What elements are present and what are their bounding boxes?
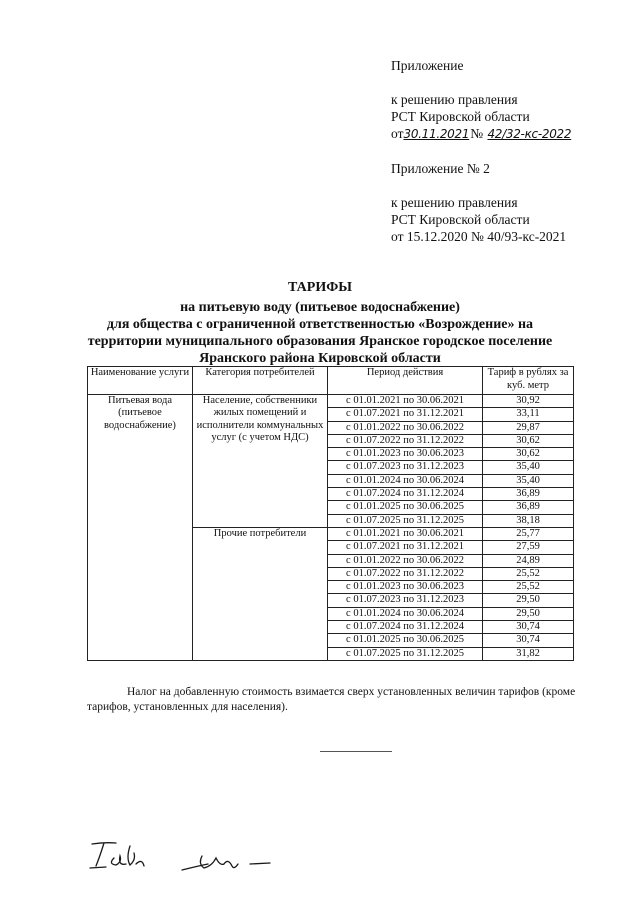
category-cell: Прочие потребители [193, 527, 328, 660]
rate-cell: 30,92 [483, 395, 574, 408]
period-cell: с 01.07.2021 по 31.12.2021 [328, 541, 483, 554]
rate-cell: 25,77 [483, 527, 574, 540]
appendix-line-2: РСТ Кировской области [391, 109, 530, 124]
table-row [88, 395, 574, 408]
period-cell: с 01.07.2021 по 31.12.2021 [328, 408, 483, 421]
category-cell: Население, собственники жилых помещений и исполнители коммунальных услуг (с учетом НДС) [193, 395, 328, 528]
rate-cell: 35,40 [483, 461, 574, 474]
rate-cell: 33,11 [483, 408, 574, 421]
header-service: Наименование услуги [88, 367, 193, 395]
appendix-2-line-3: от 15.12.2020 № 40/93-кс-2021 [391, 229, 567, 244]
appendix-2-line-1: к решению правления [391, 195, 518, 210]
period-cell: с 01.07.2022 по 31.12.2022 [328, 434, 483, 447]
period-cell: с 01.07.2023 по 31.12.2023 [328, 594, 483, 607]
rate-cell: 35,40 [483, 474, 574, 487]
appendix-date-line [391, 125, 571, 143]
period-cell: с 01.07.2024 по 31.12.2024 [328, 488, 483, 501]
header-category: Категория потребителей [193, 367, 328, 395]
rate-cell: 30,74 [483, 634, 574, 647]
rate-cell: 38,18 [483, 514, 574, 527]
rate-cell: 30,62 [483, 434, 574, 447]
rate-cell: 25,52 [483, 581, 574, 594]
header-period: Период действия [328, 367, 483, 395]
handwritten-initials [86, 838, 156, 872]
handwritten-signature [178, 846, 278, 874]
rate-cell: 29,50 [483, 594, 574, 607]
separator-line [320, 751, 392, 752]
period-cell: с 01.01.2025 по 30.06.2025 [328, 501, 483, 514]
rate-cell: 24,89 [483, 554, 574, 567]
appendix-from: от [391, 126, 404, 141]
period-cell: с 01.01.2023 по 30.06.2023 [328, 448, 483, 461]
tariff-table [87, 366, 574, 661]
period-cell: с 01.01.2021 по 30.06.2021 [328, 395, 483, 408]
rate-cell: 25,52 [483, 567, 574, 580]
rate-cell: 36,89 [483, 488, 574, 501]
appendix-2-header [391, 160, 566, 245]
period-cell: с 01.07.2025 по 31.12.2025 [328, 647, 483, 660]
period-cell: с 01.01.2024 по 30.06.2024 [328, 474, 483, 487]
period-cell: с 01.01.2023 по 30.06.2023 [328, 581, 483, 594]
rate-cell: 27,59 [483, 541, 574, 554]
appendix-title: Приложение [391, 58, 464, 73]
title-line-1: ТАРИФЫ [288, 280, 352, 295]
handwritten-number: 42/32-кс-2022 [487, 127, 572, 141]
appendix-2-line-2: РСТ Кировской области [391, 212, 530, 227]
period-cell: с 01.07.2024 по 31.12.2024 [328, 621, 483, 634]
period-cell: с 01.07.2023 по 31.12.2023 [328, 461, 483, 474]
title-line-4: территории муниципального образования Яранское городское поселение [87, 334, 553, 349]
period-cell: с 01.01.2022 по 30.06.2022 [328, 421, 483, 434]
appendix-line-1: к решению правления [391, 92, 518, 107]
period-cell: с 01.01.2024 по 30.06.2024 [328, 607, 483, 620]
document-title [60, 279, 580, 367]
rate-cell: 31,82 [483, 647, 574, 660]
period-cell: с 01.07.2022 по 31.12.2022 [328, 567, 483, 580]
appendix-header [391, 57, 571, 143]
period-cell: с 01.01.2022 по 30.06.2022 [328, 554, 483, 567]
rate-cell: 30,74 [483, 621, 574, 634]
handwritten-date: 30.11.2021 [403, 127, 470, 141]
period-cell: с 01.01.2025 по 30.06.2025 [328, 634, 483, 647]
rate-cell: 29,50 [483, 607, 574, 620]
appendix-2-title: Приложение № 2 [391, 161, 490, 176]
rate-cell: 30,62 [483, 448, 574, 461]
title-line-3: для общества с ограниченной ответственностью «Возрождение» на [106, 317, 534, 332]
rate-cell: 36,89 [483, 501, 574, 514]
header-rate: Тариф в рублях за куб. метр [483, 367, 574, 395]
number-sign: № [470, 126, 484, 141]
period-cell: с 01.07.2025 по 31.12.2025 [328, 514, 483, 527]
rate-cell: 29,87 [483, 421, 574, 434]
vat-note: Налог на добавленную стоимость взимается сверх установленных величин тарифов (кроме тарифов, установленных для населения). [87, 686, 576, 713]
period-cell: с 01.01.2021 по 30.06.2021 [328, 527, 483, 540]
title-line-2: на питьевую воду (питьевое водоснабжение) [180, 300, 460, 315]
title-line-5: Яранского района Кировской области [199, 351, 441, 366]
table-header-row [88, 367, 574, 395]
service-cell: Питьевая вода (питьевое водоснабжение) [88, 395, 193, 661]
